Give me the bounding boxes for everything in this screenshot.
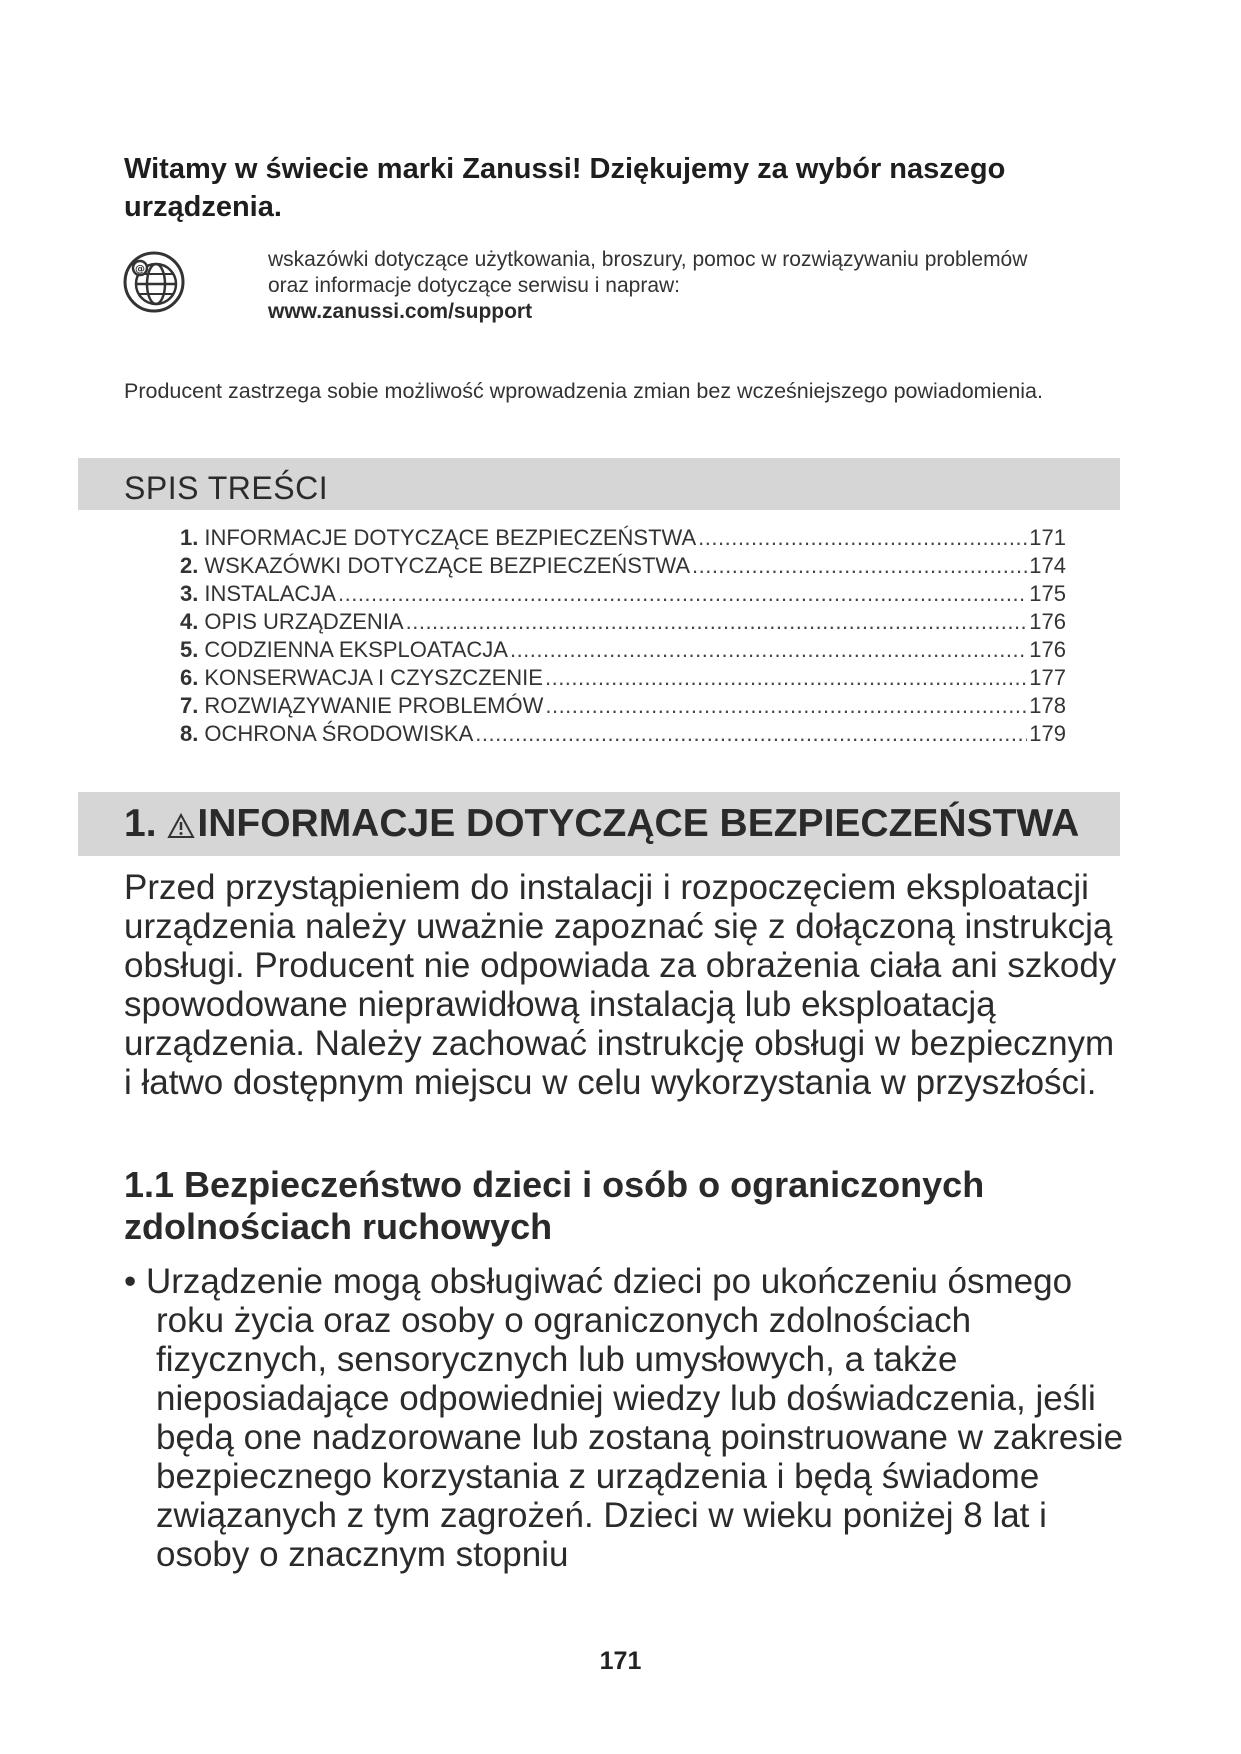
support-url-link[interactable]: www.zanussi.com/support bbox=[268, 300, 533, 323]
bullet-text: Urządzenie mogą obsługiwać dzieci po ukończeniu ósmego roku życia oraz osoby o ograniczonych zdolnościach fizycznych, sensorycznych lub umysłowych, a także nieposiadające odpowiedniej wiedzy lub doświadczenia, jeśli będą one nadzorowane lub zostaną poinstruowane w zakresie bezpiecznego korzystania z urządzenia i będą świadome związanych z tym zagrożeń. Dzieci w wieku poniżej 8 lat i osoby o znacznym stopniu bbox=[145, 1262, 1124, 1574]
disclaimer-text: Producent zastrzega sobie możliwość wprowadzenia zmian bez wcześniejszego powiadomienia. bbox=[124, 379, 1043, 403]
toc-item[interactable] bbox=[180, 552, 1066, 580]
toc-item-number: 5. bbox=[180, 637, 199, 662]
toc-item-number: 1. bbox=[180, 525, 199, 550]
page-number: 171 bbox=[599, 1647, 642, 1675]
toc-item[interactable] bbox=[180, 664, 1066, 692]
section-intro-paragraph: Przed przystąpieniem do instalacji i rozpoczęciem eksploatacji urządzenia należy uważnie zapoznać się z dołączoną instrukcją obsługi. Producent nie odpowiada za obrażenia ciała ani szkody spowodowane nieprawidłową instalacją lub eksploatacją urządzenia. Należy zachować instrukcję obsługi w bezpiecznym i łatwo dostępnym miejscu w celu wykorzystania w przyszłości. bbox=[124, 868, 1117, 1102]
toc-item-page: 176 bbox=[1029, 637, 1066, 662]
toc-item[interactable] bbox=[180, 580, 1066, 608]
toc-item-label: OPIS URZĄDZENIA bbox=[204, 609, 404, 634]
toc-list bbox=[180, 524, 1066, 748]
toc-item-label: INSTALACJA bbox=[204, 581, 336, 606]
section-title bbox=[124, 800, 1079, 848]
toc-item-number: 7. bbox=[180, 693, 199, 718]
support-info bbox=[268, 247, 1108, 325]
toc-item-number: 8. bbox=[180, 721, 199, 746]
section-number: 1. bbox=[124, 802, 157, 845]
toc-item-page: 175 bbox=[1029, 581, 1066, 606]
toc-leader-dots bbox=[406, 608, 1028, 636]
toc-item-label: CODZIENNA EKSPLOATACJA bbox=[204, 637, 508, 662]
svg-text:@: @ bbox=[135, 264, 145, 275]
toc-item-page: 174 bbox=[1029, 553, 1066, 578]
toc-leader-dots bbox=[698, 524, 1027, 552]
toc-leader-dots bbox=[510, 636, 1027, 664]
toc-item[interactable] bbox=[180, 636, 1066, 664]
toc-leader-dots bbox=[475, 720, 1027, 748]
subsection-title: 1.1 Bezpieczeństwo dzieci i osób o ograniczonych zdolnościach ruchowych bbox=[124, 1164, 985, 1247]
toc-item-number: 2. bbox=[180, 553, 199, 578]
toc-item-label: WSKAZÓWKI DOTYCZĄCE BEZPIECZEŃSTWA bbox=[204, 553, 691, 578]
toc-item-label: KONSERWACJA I CZYSZCZENIE bbox=[204, 665, 543, 690]
toc-item-number: 6. bbox=[180, 665, 199, 690]
toc-item[interactable] bbox=[180, 720, 1066, 748]
bullet-item: • Urządzenie mogą obsługiwać dzieci po ukończeniu ósmego roku życia oraz osoby o ograniczonych zdolnościach fizycznych, sensorycznych lub umysłowych, a także nieposiadające odpowiedniej wiedzy lub doświadczenia, jeśli będą one nadzorowane lub zostaną poinstruowane w zakresie bezpiecznego korzystania z urządzenia i będą świadome związanych z tym zagrożeń. Dzieci w wieku poniżej 8 lat i osoby o znacznym stopniu bbox=[124, 1262, 1124, 1574]
toc-item-page: 171 bbox=[1029, 525, 1066, 550]
toc-item[interactable] bbox=[180, 608, 1066, 636]
welcome-heading: Witamy w świecie marki Zanussi! Dziękujemy za wybór naszego urządzenia. bbox=[124, 153, 1006, 223]
toc-item-label: OCHRONA ŚRODOWISKA bbox=[204, 721, 474, 746]
toc-leader-dots bbox=[545, 664, 1027, 692]
toc-leader-dots bbox=[545, 692, 1027, 720]
toc-leader-dots bbox=[338, 580, 1027, 608]
globe-icon bbox=[122, 250, 186, 314]
toc-item-number: 3. bbox=[180, 581, 199, 606]
toc-item-page: 176 bbox=[1029, 609, 1066, 634]
toc-item-number: 4. bbox=[180, 609, 199, 634]
toc-item-page: 177 bbox=[1029, 665, 1066, 690]
toc-item[interactable] bbox=[180, 524, 1066, 552]
support-line-2: oraz informacje dotyczące serwisu i napraw: bbox=[268, 274, 681, 297]
toc-item-label: ROZWIĄZYWANIE PROBLEMÓW bbox=[204, 693, 544, 718]
section-title-text: INFORMACJE DOTYCZĄCE BEZPIECZEŃSTWA bbox=[197, 802, 1080, 845]
toc-item-page: 179 bbox=[1029, 721, 1066, 746]
support-line-1: wskazówki dotyczące użytkowania, broszury, pomoc w rozwiązywaniu problemów bbox=[268, 248, 1028, 271]
toc-leader-dots bbox=[692, 552, 1027, 580]
warning-triangle-icon bbox=[167, 802, 197, 845]
toc-item-page: 178 bbox=[1029, 693, 1066, 718]
toc-item-label: INFORMACJE DOTYCZĄCE BEZPIECZEŃSTWA bbox=[204, 525, 697, 550]
toc-title: SPIS TREŚCI bbox=[124, 470, 329, 506]
toc-item[interactable] bbox=[180, 692, 1066, 720]
